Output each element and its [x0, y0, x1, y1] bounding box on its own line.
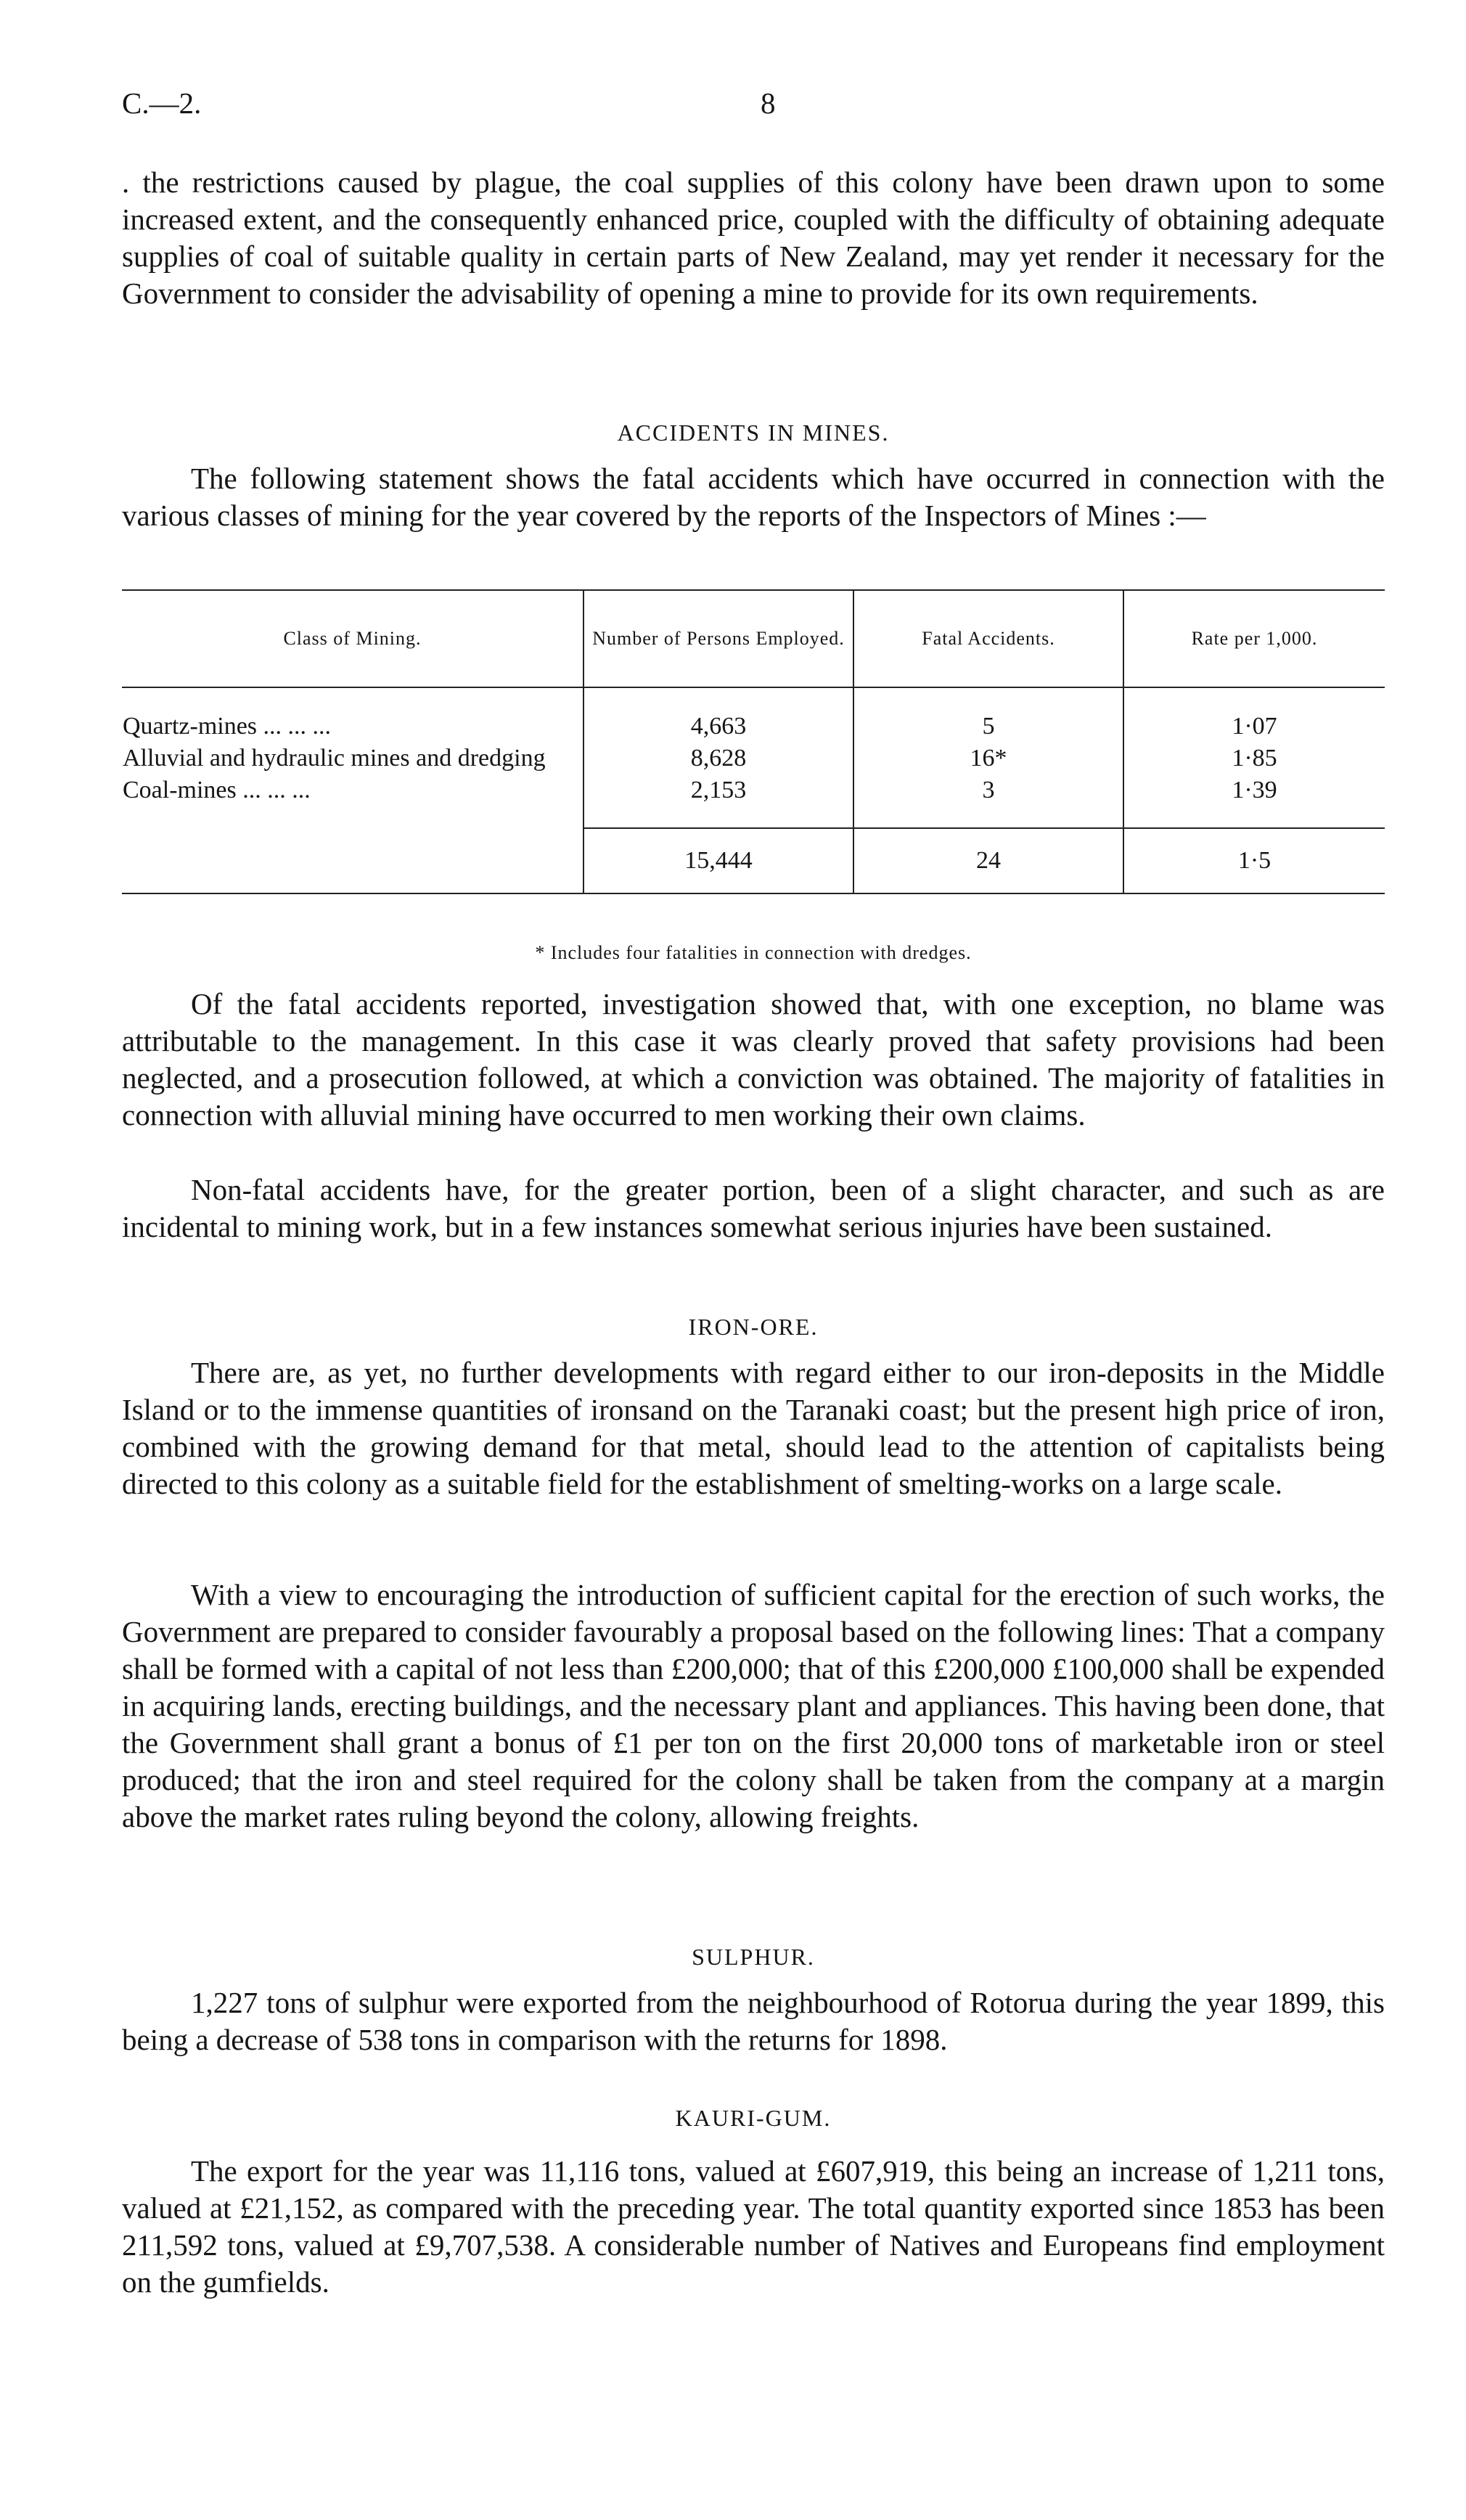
employed-cell: 8,628: [583, 742, 853, 774]
page-reference: C.—2.: [122, 86, 202, 120]
class-cell: Coal-mines ... ... ...: [123, 777, 311, 803]
iron-ore-paragraph-2: With a view to encouraging the introduction of sufficient capital for the erection of such works, the Government are prepared to consider favourably a proposal based on the following lines: That a company shall be formed with a capital of not less than £200,000; that of this £200,000 £100,000 shall be expended in acquiring lands, erecting buildings, and the necessary plant and appliances. This having been done, that the Government shall grant a bonus of £1 per ton on the first 20,000 tons of marketable iron or steel produced; that the iron and steel required for the colony shall be taken from the company at a margin above the market rates ruling beyond the colony, allowing freights.: [122, 1578, 1385, 1833]
class-cell: Quartz-mines ... ... ...: [123, 713, 332, 740]
fatal-cell: 3: [853, 774, 1123, 828]
header-fatal-accidents: Fatal Accidents.: [853, 590, 1123, 687]
header-persons-employed: Number of Persons Employed.: [583, 590, 853, 687]
employed-cell: 2,153: [583, 774, 853, 828]
header-rate: Rate per 1,000.: [1123, 590, 1385, 687]
totals-label-cell: [122, 828, 583, 893]
iron-ore-heading: IRON-ORE.: [688, 1314, 819, 1340]
header-class-of-mining: Class of Mining.: [122, 590, 583, 687]
employed-cell: 4,663: [583, 687, 853, 742]
sulphur-heading: SULPHUR.: [692, 1944, 815, 1970]
accidents-paragraph-2: Non-fatal accidents have, for the greater portion, been of a slight character, and such as are incidental to mining work, but in a few instances somewhat serious injuries have been sustained.: [122, 1173, 1385, 1243]
fatal-cell: 16*: [853, 742, 1123, 774]
total-employed-cell: 15,444: [583, 828, 853, 893]
accidents-paragraph-1: Of the fatal accidents reported, investigation showed that, with one exception, no blame was attributable to the management. In this case it was clearly proved that safety provisions had been neglected, and a prosecution followed, at which a conviction was obtained. The majority of fatalities in connection with alluvial mining have occurred to men working their own claims.: [122, 987, 1385, 1132]
page-header: [122, 86, 1385, 129]
table-footnote: * Includes four fatalities in connection with dredges.: [535, 942, 972, 963]
rate-cell: 1·85: [1123, 742, 1385, 774]
class-cell: Alluvial and hydraulic mines and dredging: [123, 745, 546, 772]
kauri-gum-paragraph: The export for the year was 11,116 tons, valued at £607,919, this being an increase of 1,211 tons, valued at £21,152, as compared with the preceding year. The total quantity exported since 1853 has been 211,592 tons, valued at £9,707,538. A considerable number of Natives and Europeans find employment on the gumfields.: [122, 2154, 1385, 2299]
table-row: [122, 742, 1385, 774]
table-header-row: [122, 590, 1385, 687]
intro-paragraph: . the restrictions caused by plague, the coal supplies of this colony have been drawn upon to some increased extent, and the consequently enhanced price, coupled with the difficulty of obtaining adequate supplies of coal of suitable quality in certain parts of New Zealand, may yet render it necessary for the Government to consider the advisability of opening a mine to provide for its own requirements.: [122, 165, 1385, 310]
accidents-heading: ACCIDENTS IN MINES.: [617, 420, 890, 446]
table-row: [122, 687, 1385, 742]
total-fatal-cell: 24: [853, 828, 1123, 893]
totals-row: [122, 828, 1385, 893]
fatal-cell: 5: [853, 687, 1123, 742]
rate-cell: 1·39: [1123, 774, 1385, 828]
iron-ore-paragraph-1: There are, as yet, no further developments with regard either to our iron-deposits in the Middle Island or to the immense quantities of ironsand on the Taranaki coast; but the present high price of iron, combined with the growing demand for that metal, should lead to the attention of capitalists being directed to this colony as a suitable field for the establishment of smelting-works on a large scale.: [122, 1356, 1385, 1500]
kauri-gum-heading: KAURI-GUM.: [675, 2105, 832, 2131]
table-row: [122, 774, 1385, 828]
rate-cell: 1·07: [1123, 687, 1385, 742]
accidents-intro: The following statement shows the fatal accidents which have occurred in connection with the various classes of mining for the year covered by the reports of the Inspectors of Mines :—: [122, 462, 1385, 532]
page-number: 8: [761, 86, 776, 120]
accidents-table: [122, 589, 1385, 894]
sulphur-paragraph: 1,227 tons of sulphur were exported from the neighbourhood of Rotorua during the year 1899, this being a decrease of 538 tons in comparison with the returns for 1898.: [122, 1986, 1385, 2056]
total-rate-cell: 1·5: [1123, 828, 1385, 893]
